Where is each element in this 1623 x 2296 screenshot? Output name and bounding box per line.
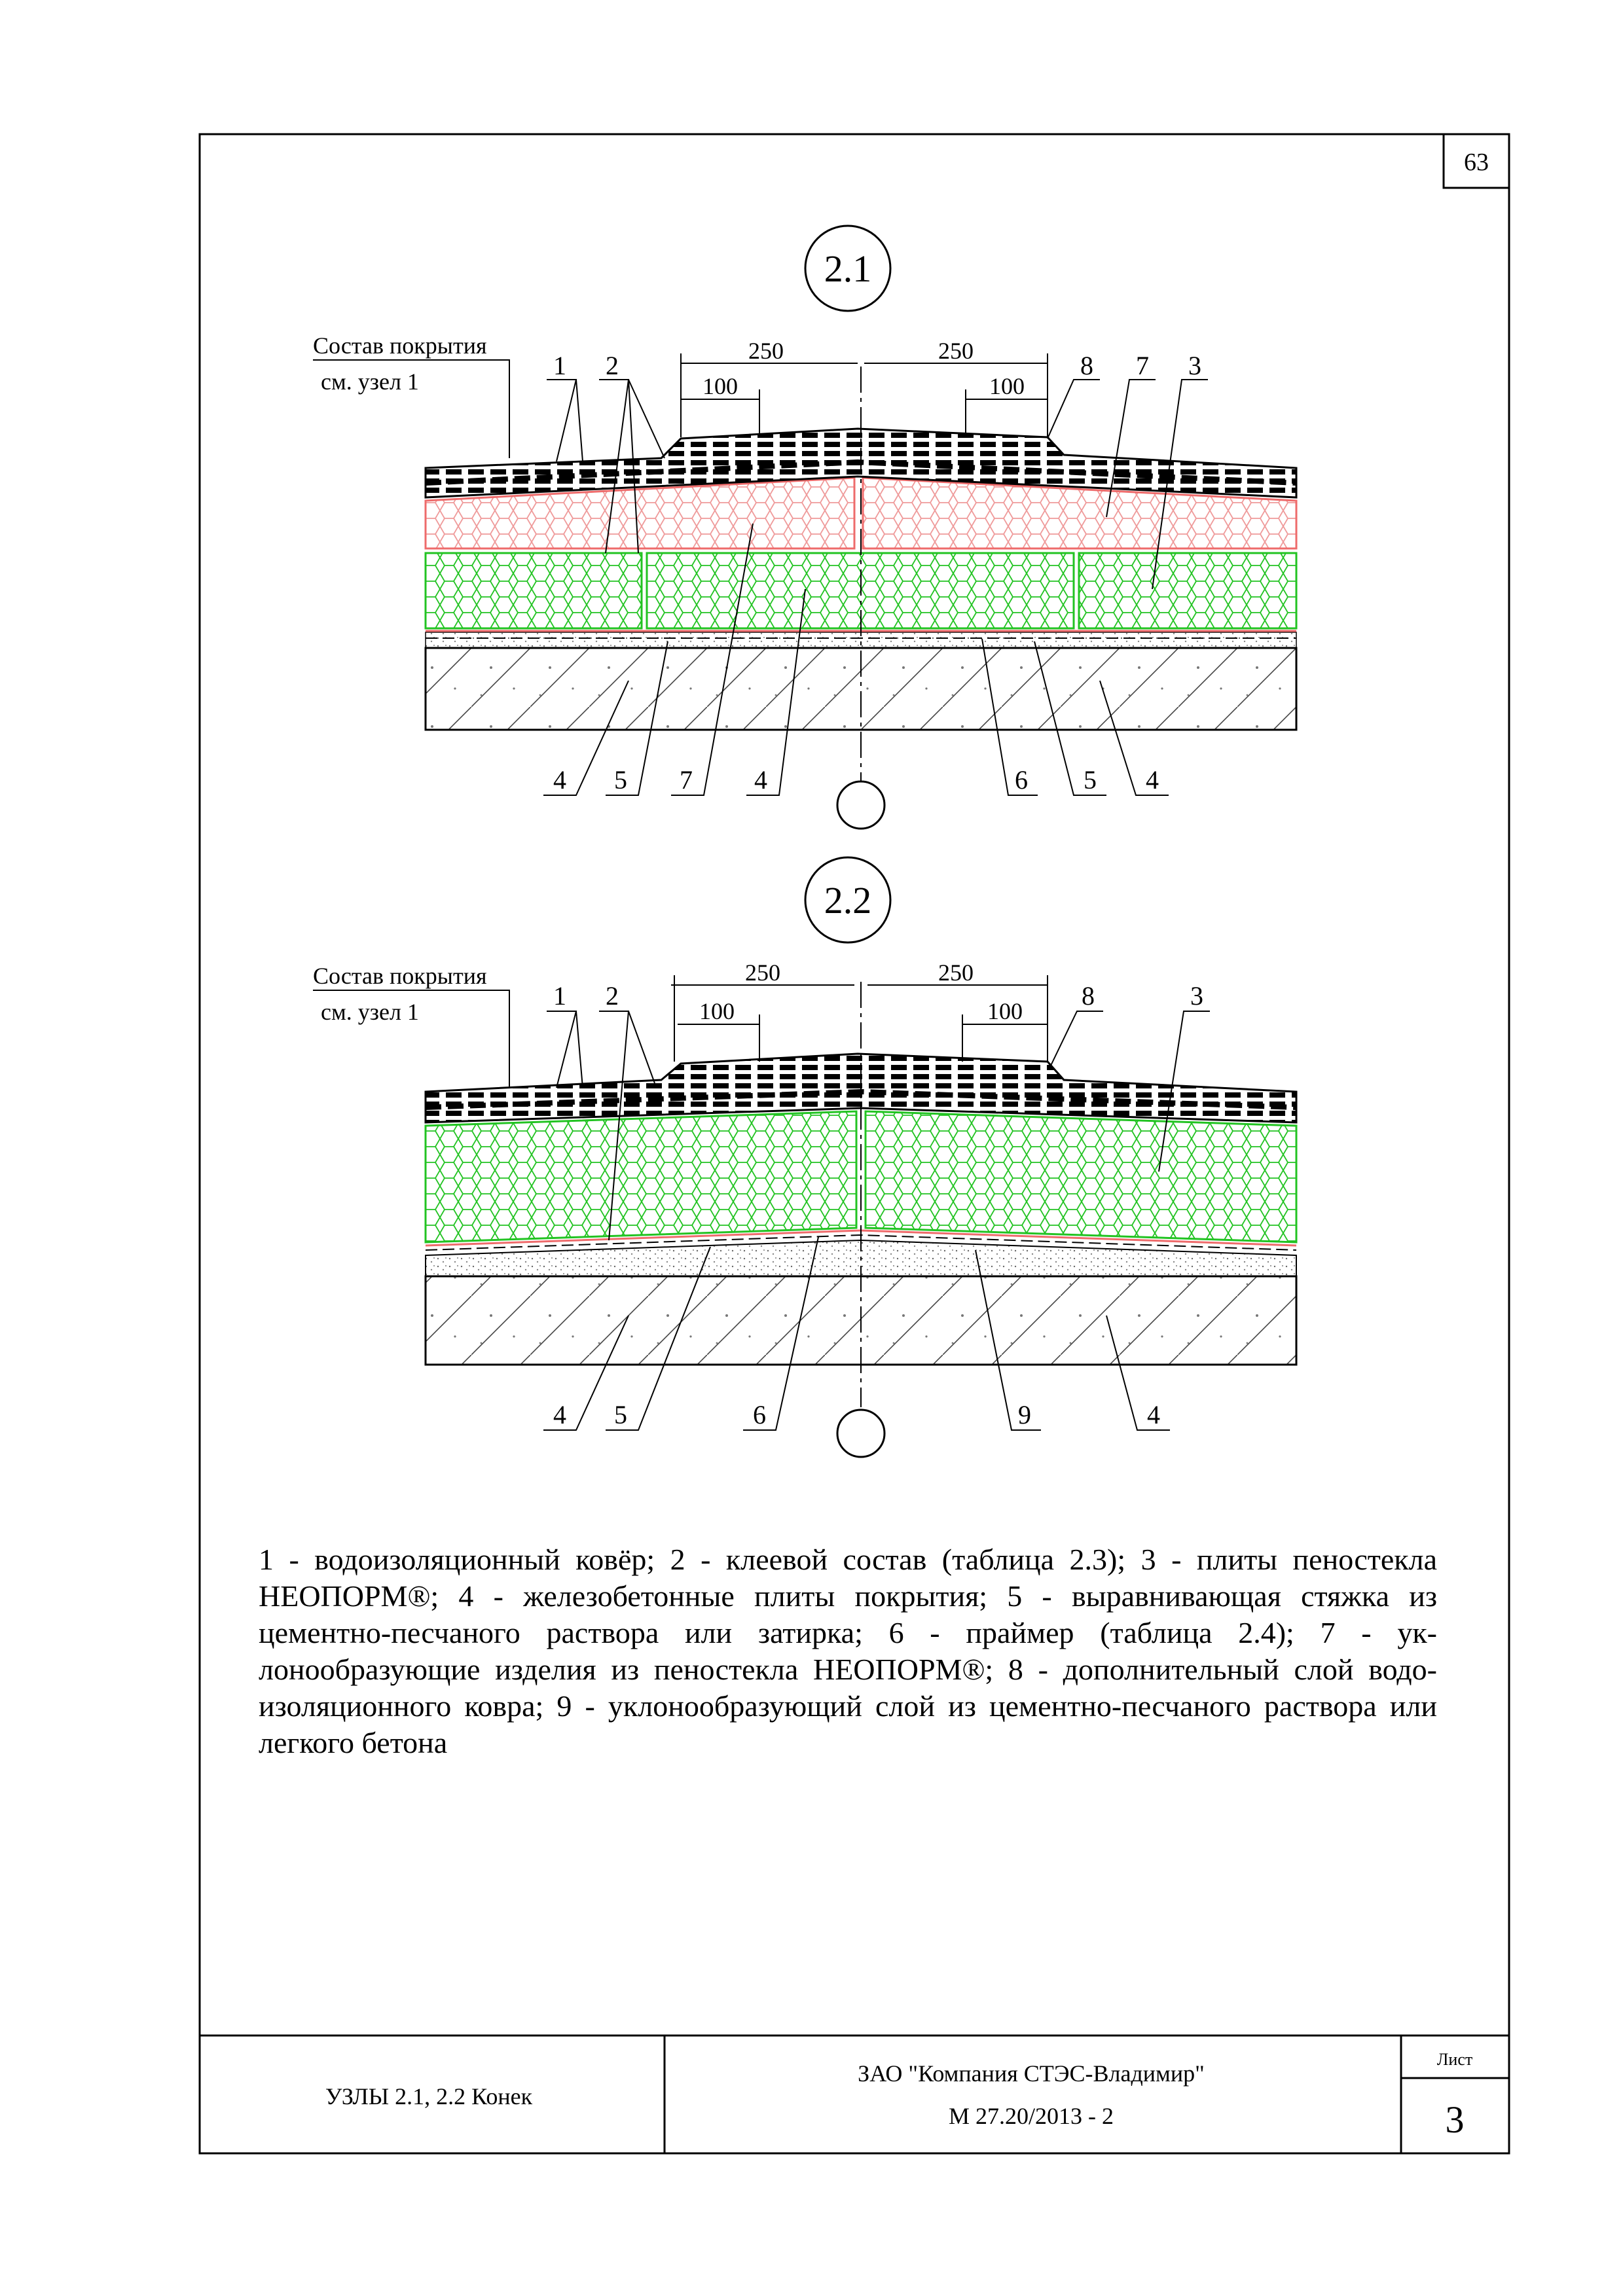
callout-label: 1 bbox=[553, 981, 566, 1011]
detail-number-2-1: 2.1 bbox=[824, 247, 872, 290]
callout-label: 4 bbox=[1147, 1400, 1160, 1429]
callout-label: 8 bbox=[1082, 981, 1095, 1011]
title-block bbox=[200, 2036, 1509, 2153]
callout-label: 6 bbox=[1015, 765, 1028, 795]
dim-label: 250 bbox=[745, 960, 780, 986]
composition-note: см. узел 1 bbox=[321, 368, 419, 395]
composition-note: Состав покрытия bbox=[313, 332, 487, 359]
callout-label: 2 bbox=[606, 351, 619, 380]
detail-number-2-2: 2.2 bbox=[824, 879, 872, 922]
callout-label: 3 bbox=[1188, 351, 1201, 380]
callout-label: 4 bbox=[553, 765, 566, 795]
callout-label: 2 bbox=[606, 981, 619, 1011]
callout-label: 9 bbox=[1018, 1400, 1031, 1429]
axis-marker bbox=[837, 1410, 884, 1457]
dim-label: 100 bbox=[699, 998, 735, 1024]
axis-marker bbox=[837, 781, 884, 829]
callout-label: 6 bbox=[753, 1400, 766, 1429]
callout-label: 7 bbox=[680, 765, 693, 795]
page-number: 63 bbox=[1464, 149, 1489, 176]
legend-text: 1 - водоизоляционный ковёр; 2 - клеевой состав (таблица 2.3); 3 - плиты пеностекла НЕОПОРМ®; 4 - железобетонные плиты покрытия; 5 - выравнивающая стяжка из цементно-песчаного раствора или затирка; 6 - праймер (таблица 2.4); 7 - ук-лонообразующие изделия из пеностекла НЕОПОРМ®; 8 - дополнительный слой водо-изоляционного ковра; 9 - уклонообразующий слой из цементно-песчаного раствора или легкого бетона bbox=[259, 1543, 1437, 1759]
company-name: ЗАО "Компания СТЭС-Владимир" bbox=[858, 2060, 1205, 2087]
callout-label: 4 bbox=[1146, 765, 1159, 795]
insulation-board bbox=[426, 553, 642, 628]
dim-label: 250 bbox=[938, 338, 974, 364]
callout-label: 5 bbox=[614, 1400, 627, 1429]
callout-label: 5 bbox=[1084, 765, 1097, 795]
insulation-board-right bbox=[866, 1111, 1296, 1242]
callout-label: 5 bbox=[614, 765, 627, 795]
composition-note: см. узел 1 bbox=[321, 999, 419, 1025]
dim-label: 100 bbox=[702, 373, 738, 399]
callout-label: 4 bbox=[553, 1400, 566, 1429]
detail-2-1 bbox=[313, 226, 1296, 829]
callout-label: 8 bbox=[1080, 351, 1093, 380]
insulation-board bbox=[1079, 553, 1296, 628]
callout-label: 4 bbox=[754, 765, 767, 795]
dim-label: 100 bbox=[989, 373, 1025, 399]
insulation-board-left bbox=[426, 1111, 856, 1242]
sheet-label: Лист bbox=[1436, 2050, 1473, 2069]
sheet-number: 3 bbox=[1445, 2098, 1465, 2141]
dim-label: 100 bbox=[987, 998, 1023, 1024]
callout-label: 7 bbox=[1136, 351, 1149, 380]
drawing-title: УЗЛЫ 2.1, 2.2 Конек bbox=[325, 2083, 533, 2109]
callout-label: 1 bbox=[553, 351, 566, 380]
document-code: М 27.20/2013 - 2 bbox=[949, 2103, 1114, 2129]
dim-label: 250 bbox=[748, 338, 784, 364]
callout-label: 3 bbox=[1190, 981, 1203, 1011]
detail-2-2 bbox=[313, 857, 1296, 1457]
dim-label: 250 bbox=[938, 960, 974, 986]
composition-note: Состав покрытия bbox=[313, 963, 487, 989]
